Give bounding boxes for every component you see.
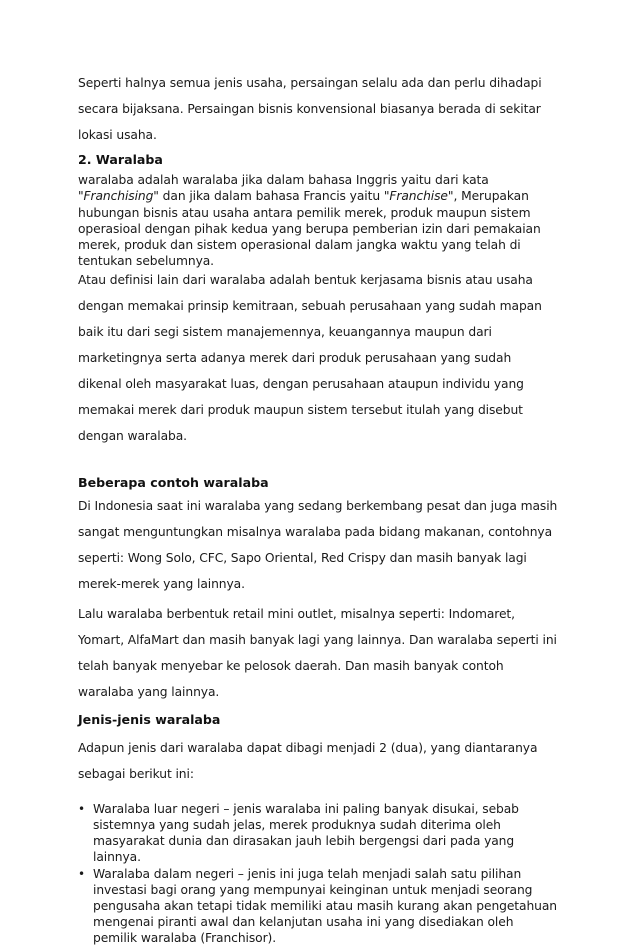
term-franchising: "Franchising" [78, 189, 159, 204]
waralaba-alt-definition-paragraph: Atau definisi lain dari waralaba adalah bentuk kerjasama bisnis atau usaha dengan memakai prinsip kemitraan, sebuah perusahaan yang sudah mapan baik itu dari segi sistem manajemennya, keuangannya maupun dari marketingnya serta adanya merek dari produk perusahaan yang sudah dikenal oleh masyarakat luas, dengan perusahaan ataupun individu yang memakai merek dari produk maupun sistem tersebut itulah yang disebut dengan waralaba. [78, 272, 542, 443]
definition-text-part3: , Merupakan hubungan bisnis atau usaha antara pemilik merek, produk maupun sistem operasioal dengan pihak kedua yang berupa pemberian izin dari pemakaian merek, produk dan sistem operasional dalam jangka waktu yang telah di tentukan sebelumnya. [78, 189, 541, 269]
document-body [78, 70, 558, 947]
list-item-text: Waralaba luar negeri – jenis waralaba ini paling banyak disukai, sebab sistemnya yang sudah jelas, merek produknya sudah diterima oleh masyarakat dunia dan dirasakan jauh lebih bergengsi dari pada yang lainnya. [93, 801, 519, 865]
heading-waralaba: 2. Waralaba [78, 152, 163, 167]
list-item [78, 866, 558, 947]
list-item [78, 801, 558, 866]
heading-contoh-waralaba: Beberapa contoh waralaba [78, 474, 269, 490]
heading-jenis-waralaba: Jenis-jenis waralaba [78, 711, 221, 727]
jenis-intro-paragraph: Adapun jenis dari waralaba dapat dibagi menjadi 2 (dua), yang diantaranya sebagai berikut ini: [78, 740, 538, 781]
list-item-text: Waralaba dalam negeri – jenis ini juga telah menjadi salah satu pilihan investasi bagi orang yang mempunyai keinginan untuk menjadi seorang pengusaha akan tetapi tidak memiliki atau masih kurang akan pengetahuan mengenai piranti awal dan kelanjutan usaha ini yang disediakan oleh pemilik waralaba (Franchisor). [93, 866, 557, 946]
contoh-paragraph-1: Di Indonesia saat ini waralaba yang sedang berkembang pesat dan juga masih sangat menguntungkan misalnya waralaba pada bidang makanan, contohnya seperti: Wong Solo, CFC, Sapo Oriental, Red Crispy dan masih banyak lagi merek-merek yang lainnya. [78, 498, 558, 591]
jenis-list [78, 801, 558, 947]
definition-text-part2: dan jika dalam bahasa Francis yaitu " [158, 189, 390, 204]
term-franchise: Franchise" [389, 189, 454, 204]
contoh-paragraph-2: Lalu waralaba berbentuk retail mini outlet, misalnya seperti: Indomaret, Yomart, AlfaMart dan masih banyak lagi yang lainnya. Dan waralaba seperti ini telah banyak menyebar ke pelosok daerah. Dan masih banyak contoh waralaba yang lainnya. [78, 606, 557, 699]
definition-text-part1: waralaba adalah waralaba jika dalam bahasa Inggris yaitu dari kata [78, 173, 489, 187]
intro-paragraph: Seperti halnya semua jenis usaha, persaingan selalu ada dan perlu dihadapi secara bijaksana. Persaingan bisnis konvensional biasanya berada di sekitar lokasi usaha. [78, 76, 542, 142]
bullet-icon: • [78, 866, 85, 881]
waralaba-definition-paragraph [78, 172, 558, 270]
bullet-icon: • [78, 801, 85, 816]
